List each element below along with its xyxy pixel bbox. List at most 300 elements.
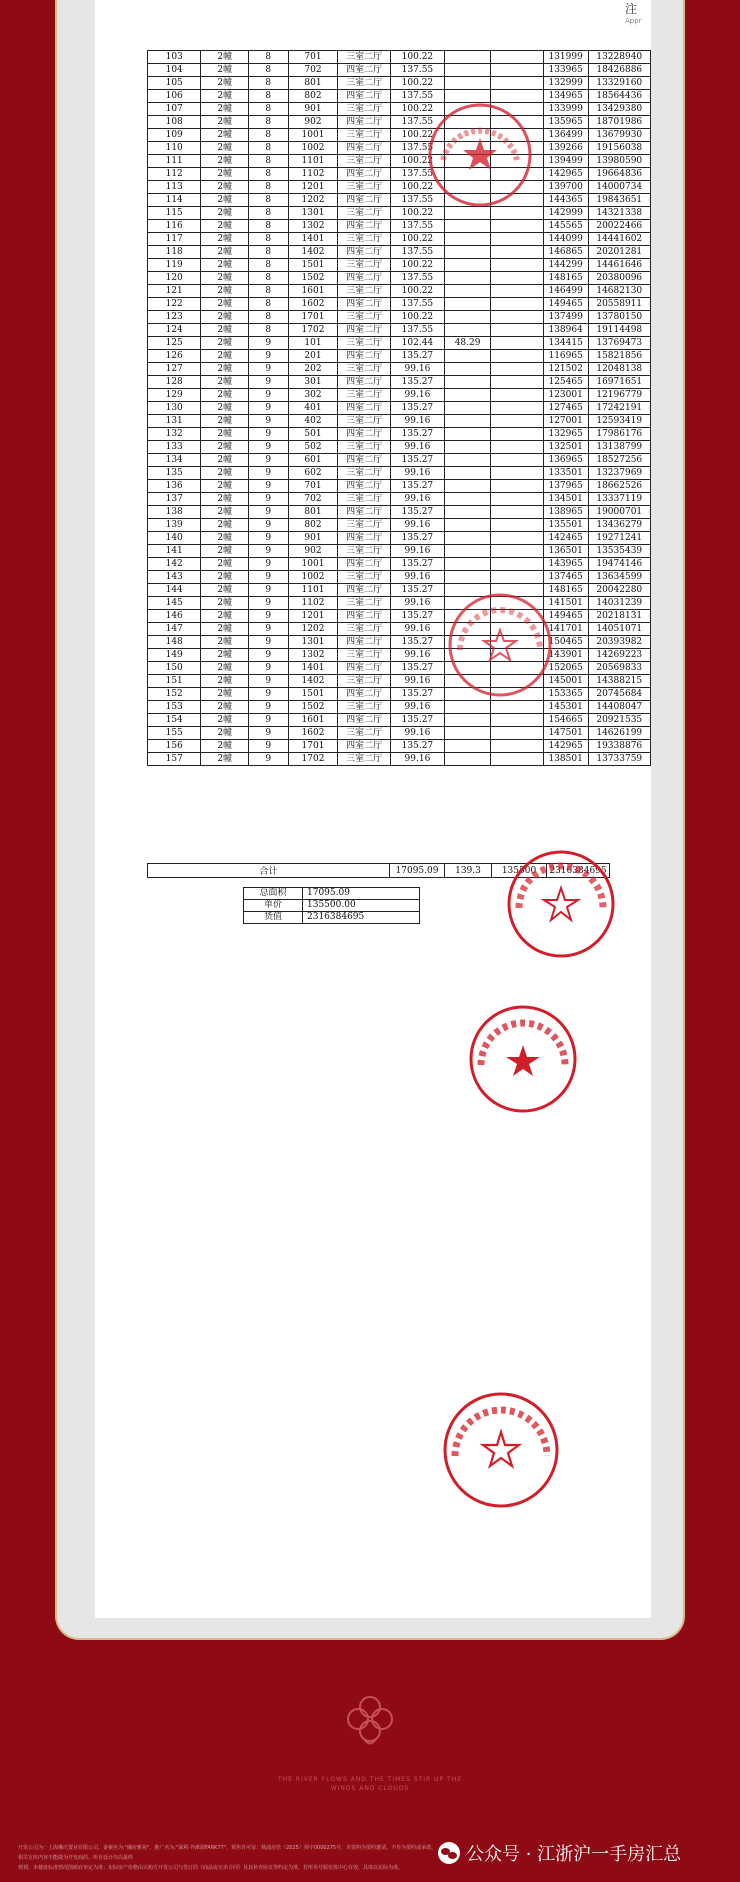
area-cell: 137.55 — [390, 116, 444, 129]
company-stamp-bottom — [441, 1390, 561, 1510]
room-type-cell: 四室二厅 — [338, 246, 390, 259]
building-cell: 2幢 — [201, 207, 249, 220]
room-type-cell: 三室二厅 — [338, 519, 390, 532]
building-cell: 2幢 — [201, 324, 249, 337]
area-cell: 135.27 — [390, 662, 444, 675]
unit-price-cell: 138964 — [543, 324, 588, 337]
summary-row — [244, 900, 420, 912]
room-no-cell: 1202 — [288, 623, 338, 636]
unit-price-cell: 137465 — [543, 571, 588, 584]
building-cell: 2幢 — [201, 571, 249, 584]
unit-no-cell: 129 — [148, 389, 201, 402]
building-cell: 2幢 — [201, 311, 249, 324]
unit-block-cell: 9 — [249, 506, 289, 519]
building-cell: 2幢 — [201, 545, 249, 558]
room-type-cell: 三室二厅 — [338, 597, 390, 610]
unit-no-cell: 139 — [148, 519, 201, 532]
watermark-text: 公众号 · 江浙沪一手房汇总 — [466, 1844, 682, 1865]
unit-price-cell: 134501 — [543, 493, 588, 506]
price-list-table — [147, 50, 651, 766]
room-no-cell: 1001 — [288, 558, 338, 571]
summary-row — [244, 912, 420, 924]
table-row — [148, 168, 651, 181]
unit-price-cell: 145565 — [543, 220, 588, 233]
unit-block-cell: 8 — [249, 298, 289, 311]
room-type-cell: 四室二厅 — [338, 168, 390, 181]
room-type-cell: 三室二厅 — [338, 77, 390, 90]
total-price-cell: 13138799 — [588, 441, 650, 454]
room-no-cell: 1602 — [288, 727, 338, 740]
unit-block-cell: 8 — [249, 233, 289, 246]
room-type-cell: 三室二厅 — [338, 155, 390, 168]
unit-no-cell: 137 — [148, 493, 201, 506]
total-price-cell: 16971651 — [588, 376, 650, 389]
blank-cell-cell — [491, 428, 544, 441]
extra-area-cell — [444, 64, 490, 77]
room-type-cell: 四室二厅 — [338, 584, 390, 597]
company-stamp-middle — [445, 590, 555, 700]
table-row — [148, 324, 651, 337]
unit-price-cell: 148165 — [543, 272, 588, 285]
building-cell: 2幢 — [201, 428, 249, 441]
table-row — [148, 311, 651, 324]
table-row — [148, 688, 651, 701]
room-type-cell: 四室二厅 — [338, 298, 390, 311]
total-price-cell: 12196779 — [588, 389, 650, 402]
table-row — [148, 337, 651, 350]
building-cell: 2幢 — [201, 675, 249, 688]
table-row — [148, 207, 651, 220]
unit-block-cell: 8 — [249, 194, 289, 207]
extra-area-cell — [444, 233, 490, 246]
building-cell: 2幢 — [201, 181, 249, 194]
unit-block-cell: 8 — [249, 129, 289, 142]
total-price-cell: 13429380 — [588, 103, 650, 116]
room-type-cell: 三室二厅 — [338, 129, 390, 142]
total-price-cell: 14388215 — [588, 675, 650, 688]
building-cell: 2幢 — [201, 441, 249, 454]
room-type-cell: 四室二厅 — [338, 64, 390, 77]
room-no-cell: 1201 — [288, 610, 338, 623]
area-cell: 100.22 — [390, 77, 444, 90]
area-cell: 99.16 — [390, 441, 444, 454]
unit-block-cell: 9 — [249, 584, 289, 597]
table-row — [148, 662, 651, 675]
unit-no-cell: 128 — [148, 376, 201, 389]
room-no-cell: 1401 — [288, 662, 338, 675]
area-cell: 99.16 — [390, 649, 444, 662]
extra-area-cell — [444, 480, 490, 493]
building-cell: 2幢 — [201, 636, 249, 649]
room-type-cell: 四室二厅 — [338, 688, 390, 701]
area-cell: 135.27 — [390, 480, 444, 493]
blank-cell-cell — [491, 272, 544, 285]
extra-area-cell — [444, 77, 490, 90]
unit-no-cell: 119 — [148, 259, 201, 272]
room-no-cell: 702 — [288, 493, 338, 506]
building-cell: 2幢 — [201, 480, 249, 493]
room-type-cell: 四室二厅 — [338, 194, 390, 207]
unit-no-cell: 148 — [148, 636, 201, 649]
unit-price-cell: 136501 — [543, 545, 588, 558]
unit-price-cell: 142465 — [543, 532, 588, 545]
unit-no-cell: 147 — [148, 623, 201, 636]
extra-area-cell — [444, 740, 490, 753]
building-cell: 2幢 — [201, 506, 249, 519]
area-cell: 137.55 — [390, 324, 444, 337]
room-no-cell: 801 — [288, 506, 338, 519]
unit-no-cell: 121 — [148, 285, 201, 298]
total-price-cell: 12048138 — [588, 363, 650, 376]
unit-price-cell: 132999 — [543, 77, 588, 90]
unit-price-cell: 132965 — [543, 428, 588, 441]
room-no-cell: 1501 — [288, 688, 338, 701]
area-cell: 135.27 — [390, 740, 444, 753]
summary-value: 2316384695 — [303, 912, 420, 924]
unit-price-cell: 148165 — [543, 584, 588, 597]
total-price-cell: 14626199 — [588, 727, 650, 740]
unit-block-cell: 9 — [249, 558, 289, 571]
building-cell: 2幢 — [201, 168, 249, 181]
unit-block-cell: 9 — [249, 727, 289, 740]
extra-area-cell — [444, 714, 490, 727]
total-price-cell: 20921535 — [588, 714, 650, 727]
total-price-cell: 14000734 — [588, 181, 650, 194]
total-price: 135500 — [492, 864, 547, 878]
disclaimer-line-1: 开发公司为：上海琳庆置业有限公司。备案名为:"融府雅苑"，推广名为:"保利·外滩源FARK77"，预售许可证：杨浦房管（2025）预字0000275号，本资料为要约邀请，不作为要约或承诺，相关宣传内容不能做为开发商的。所有设计均以最终 — [18, 1845, 437, 1861]
room-no-cell: 1102 — [288, 597, 338, 610]
table-row — [148, 116, 651, 129]
area-cell: 99.16 — [390, 675, 444, 688]
extra-area-cell — [444, 298, 490, 311]
building-cell: 2幢 — [201, 233, 249, 246]
unit-no-cell: 132 — [148, 428, 201, 441]
total-amount: 2316384695 — [547, 864, 610, 878]
area-cell: 137.55 — [390, 272, 444, 285]
room-type-cell: 三室二厅 — [338, 389, 390, 402]
summary-key: 货值 — [244, 912, 303, 924]
table-row — [148, 467, 651, 480]
total-price-cell: 14321338 — [588, 207, 650, 220]
unit-no-cell: 136 — [148, 480, 201, 493]
total-price-cell: 14051071 — [588, 623, 650, 636]
total-price-cell: 15821856 — [588, 350, 650, 363]
unit-price-cell: 123001 — [543, 389, 588, 402]
total-price-cell: 18662526 — [588, 480, 650, 493]
unit-block-cell: 9 — [249, 649, 289, 662]
document-frame — [55, 0, 685, 1640]
table-row — [148, 51, 651, 64]
building-cell: 2幢 — [201, 714, 249, 727]
unit-no-cell: 150 — [148, 662, 201, 675]
unit-block-cell: 9 — [249, 597, 289, 610]
room-type-cell: 四室二厅 — [338, 610, 390, 623]
area-cell: 99.16 — [390, 545, 444, 558]
room-type-cell: 三室二厅 — [338, 207, 390, 220]
unit-block-cell: 9 — [249, 428, 289, 441]
room-no-cell: 302 — [288, 389, 338, 402]
room-no-cell: 1701 — [288, 740, 338, 753]
unit-no-cell: 111 — [148, 155, 201, 168]
extra-area-cell — [444, 467, 490, 480]
table-row — [148, 623, 651, 636]
unit-block-cell: 9 — [249, 467, 289, 480]
area-cell: 99.16 — [390, 415, 444, 428]
total-price-cell: 18701986 — [588, 116, 650, 129]
table-row — [148, 220, 651, 233]
area-cell: 99.16 — [390, 389, 444, 402]
unit-block-cell: 9 — [249, 740, 289, 753]
table-row — [148, 415, 651, 428]
area-cell: 137.55 — [390, 64, 444, 77]
unit-no-cell: 110 — [148, 142, 201, 155]
total-price-cell: 19474146 — [588, 558, 650, 571]
unit-no-cell: 146 — [148, 610, 201, 623]
unit-price-cell: 135965 — [543, 116, 588, 129]
unit-price-cell: 144365 — [543, 194, 588, 207]
room-no-cell: 1701 — [288, 311, 338, 324]
room-no-cell: 902 — [288, 545, 338, 558]
summary-table — [243, 887, 420, 924]
extra-area-cell — [444, 545, 490, 558]
area-cell: 135.27 — [390, 402, 444, 415]
room-type-cell: 四室二厅 — [338, 376, 390, 389]
room-type-cell: 三室二厅 — [338, 467, 390, 480]
room-no-cell: 202 — [288, 363, 338, 376]
bureau-stamp-bottom — [467, 1003, 579, 1115]
unit-no-cell: 124 — [148, 324, 201, 337]
company-stamp-total — [505, 848, 617, 960]
table-row — [148, 350, 651, 363]
unit-price-cell: 152065 — [543, 662, 588, 675]
table-row — [148, 298, 651, 311]
total-price-cell: 14408047 — [588, 701, 650, 714]
area-cell: 100.22 — [390, 233, 444, 246]
total-price-cell: 18564436 — [588, 90, 650, 103]
summary-row — [244, 888, 420, 900]
building-cell: 2幢 — [201, 64, 249, 77]
room-no-cell: 1002 — [288, 571, 338, 584]
unit-block-cell: 9 — [249, 545, 289, 558]
total-price-cell: 18426886 — [588, 64, 650, 77]
unit-price-cell: 146499 — [543, 285, 588, 298]
total-price-cell: 20558911 — [588, 298, 650, 311]
extra-area-cell — [444, 311, 490, 324]
table-row — [148, 402, 651, 415]
total-price-cell: 19338876 — [588, 740, 650, 753]
unit-no-cell: 118 — [148, 246, 201, 259]
building-cell: 2幢 — [201, 129, 249, 142]
area-cell: 135.27 — [390, 636, 444, 649]
table-row — [148, 181, 651, 194]
area-cell: 99.16 — [390, 597, 444, 610]
building-cell: 2幢 — [201, 740, 249, 753]
blank-cell-cell — [491, 337, 544, 350]
room-no-cell: 1601 — [288, 714, 338, 727]
room-no-cell: 1602 — [288, 298, 338, 311]
unit-no-cell: 151 — [148, 675, 201, 688]
extra-area-cell — [444, 376, 490, 389]
total-price-cell: 14461646 — [588, 259, 650, 272]
table-row — [148, 77, 651, 90]
room-no-cell: 101 — [288, 337, 338, 350]
table-row — [148, 428, 651, 441]
extra-area-cell — [444, 220, 490, 233]
unit-price-cell: 127465 — [543, 402, 588, 415]
room-no-cell: 1702 — [288, 753, 338, 766]
table-row — [148, 376, 651, 389]
unit-price-cell: 135501 — [543, 519, 588, 532]
unit-block-cell: 9 — [249, 688, 289, 701]
unit-price-cell: 142965 — [543, 740, 588, 753]
blank-cell-cell — [491, 740, 544, 753]
unit-block-cell: 9 — [249, 571, 289, 584]
extra-area-cell — [444, 532, 490, 545]
total-price-cell: 14682130 — [588, 285, 650, 298]
room-no-cell: 1102 — [288, 168, 338, 181]
total-price-cell: 19156038 — [588, 142, 650, 155]
unit-price-cell: 142965 — [543, 168, 588, 181]
area-cell: 99.16 — [390, 571, 444, 584]
unit-price-cell: 132501 — [543, 441, 588, 454]
building-cell: 2幢 — [201, 51, 249, 64]
area-cell: 100.22 — [390, 51, 444, 64]
room-type-cell: 三室二厅 — [338, 727, 390, 740]
unit-block-cell: 8 — [249, 116, 289, 129]
unit-block-cell: 8 — [249, 259, 289, 272]
table-row — [148, 155, 651, 168]
unit-no-cell: 141 — [148, 545, 201, 558]
unit-block-cell: 9 — [249, 337, 289, 350]
unit-no-cell: 134 — [148, 454, 201, 467]
unit-price-cell: 139499 — [543, 155, 588, 168]
room-no-cell: 502 — [288, 441, 338, 454]
room-type-cell: 三室二厅 — [338, 701, 390, 714]
room-no-cell: 1601 — [288, 285, 338, 298]
room-no-cell: 1302 — [288, 220, 338, 233]
total-price-cell: 20022466 — [588, 220, 650, 233]
table-row — [148, 129, 651, 142]
building-cell: 2幢 — [201, 662, 249, 675]
unit-block-cell: 8 — [249, 90, 289, 103]
room-no-cell: 1202 — [288, 194, 338, 207]
area-cell: 100.22 — [390, 207, 444, 220]
building-cell: 2幢 — [201, 389, 249, 402]
unit-no-cell: 120 — [148, 272, 201, 285]
unit-price-cell: 137499 — [543, 311, 588, 324]
unit-price-cell: 150465 — [543, 636, 588, 649]
blank-cell-cell — [491, 701, 544, 714]
table-row — [148, 727, 651, 740]
room-no-cell: 1501 — [288, 259, 338, 272]
unit-no-cell: 130 — [148, 402, 201, 415]
room-type-cell: 三室二厅 — [338, 311, 390, 324]
room-no-cell: 1502 — [288, 272, 338, 285]
unit-block-cell: 9 — [249, 415, 289, 428]
room-no-cell: 1002 — [288, 142, 338, 155]
extra-area-cell — [444, 350, 490, 363]
extra-area-cell — [444, 428, 490, 441]
unit-block-cell: 8 — [249, 207, 289, 220]
blank-cell-cell — [491, 415, 544, 428]
table-row — [148, 558, 651, 571]
blank-cell-cell — [491, 558, 544, 571]
table-row — [148, 753, 651, 766]
building-cell: 2幢 — [201, 610, 249, 623]
unit-no-cell: 126 — [148, 350, 201, 363]
unit-block-cell: 9 — [249, 610, 289, 623]
building-cell: 2幢 — [201, 558, 249, 571]
building-cell: 2幢 — [201, 415, 249, 428]
total-price-cell: 13436279 — [588, 519, 650, 532]
unit-no-cell: 108 — [148, 116, 201, 129]
table-row — [148, 701, 651, 714]
extra-area-cell — [444, 558, 490, 571]
room-type-cell: 四室二厅 — [338, 324, 390, 337]
unit-block-cell: 9 — [249, 675, 289, 688]
total-area: 17095.09 — [390, 864, 445, 878]
unit-price-cell: 141701 — [543, 623, 588, 636]
extra-area-cell — [444, 701, 490, 714]
area-cell: 135.27 — [390, 610, 444, 623]
brand-logo-icon — [338, 1687, 402, 1751]
corner-small-text: Appr — [625, 17, 642, 25]
total-price-cell: 14031239 — [588, 597, 650, 610]
unit-price-cell: 136965 — [543, 454, 588, 467]
footer-slogan — [0, 1775, 740, 1793]
extra-area-cell — [444, 415, 490, 428]
unit-no-cell: 117 — [148, 233, 201, 246]
unit-price-cell: 116965 — [543, 350, 588, 363]
unit-no-cell: 145 — [148, 597, 201, 610]
blank-cell-cell — [491, 350, 544, 363]
extra-area-cell — [444, 454, 490, 467]
unit-no-cell: 106 — [148, 90, 201, 103]
extra-area-cell — [444, 363, 490, 376]
building-cell: 2幢 — [201, 727, 249, 740]
room-no-cell: 701 — [288, 480, 338, 493]
area-cell: 99.16 — [390, 363, 444, 376]
area-cell: 135.27 — [390, 714, 444, 727]
room-no-cell: 201 — [288, 350, 338, 363]
unit-block-cell: 8 — [249, 155, 289, 168]
area-cell: 100.22 — [390, 285, 444, 298]
blank-cell-cell — [491, 285, 544, 298]
extra-area-cell — [444, 324, 490, 337]
building-cell: 2幢 — [201, 688, 249, 701]
building-cell: 2幢 — [201, 259, 249, 272]
area-cell: 100.22 — [390, 311, 444, 324]
blank-cell-cell — [491, 480, 544, 493]
extra-area-cell — [444, 493, 490, 506]
room-type-cell: 四室二厅 — [338, 428, 390, 441]
area-cell: 135.27 — [390, 376, 444, 389]
room-type-cell: 三室二厅 — [338, 415, 390, 428]
footer-disclaimer — [18, 1843, 438, 1873]
unit-block-cell: 8 — [249, 311, 289, 324]
unit-no-cell: 104 — [148, 64, 201, 77]
total-price-cell: 17986176 — [588, 428, 650, 441]
room-no-cell: 1201 — [288, 181, 338, 194]
blank-cell-cell — [491, 324, 544, 337]
area-cell: 135.27 — [390, 688, 444, 701]
table-row — [148, 454, 651, 467]
room-no-cell: 1101 — [288, 155, 338, 168]
bureau-stamp-top — [425, 100, 535, 210]
room-type-cell: 四室二厅 — [338, 558, 390, 571]
unit-block-cell: 9 — [249, 519, 289, 532]
area-cell: 137.55 — [390, 142, 444, 155]
